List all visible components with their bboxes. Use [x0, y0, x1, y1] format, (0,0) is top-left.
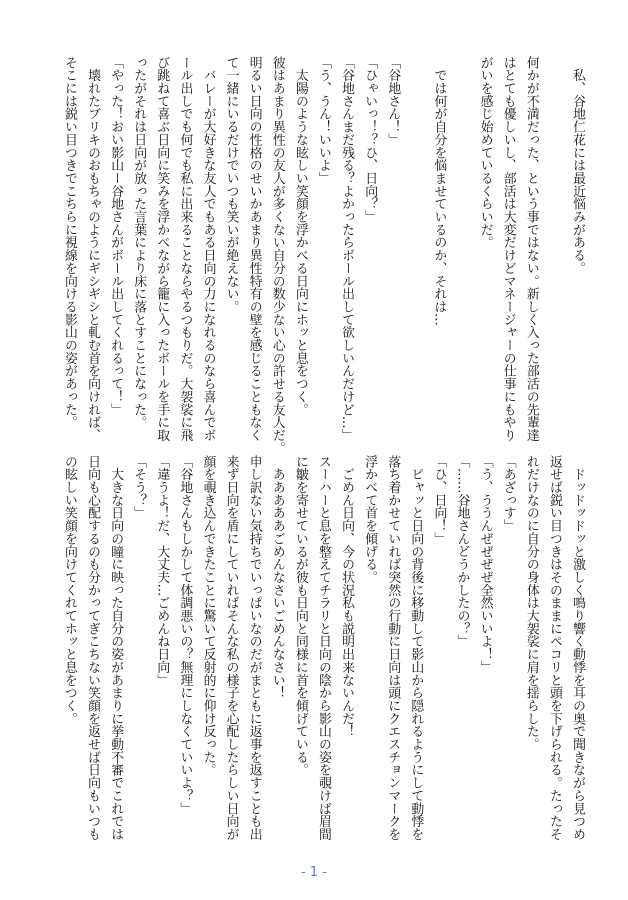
text-line: そこには鋭い目つきでこちらに視線を向ける影山の姿があった。 — [61, 56, 77, 429]
text-line: では何が自分を悩ませているのか、それは… — [431, 56, 447, 326]
text-line: び跳ねて喜ぶ日向に笑みを浮かべながら籠に入ったボールを手に取 — [154, 56, 170, 442]
dialogue-line: 「谷地さんもしかして体調悪いの？無理にしなくていいよ？」 — [177, 455, 193, 815]
text-line: 浮かべて首を傾げる。 — [362, 455, 378, 584]
text-line: 私、谷地仁花には最近悩みがある。 — [570, 56, 585, 275]
text-line: に皺を寄せているが彼も日向と同様に首を傾げている。 — [292, 455, 308, 777]
text-line: 彼はあまり異性の友人が多くない自分の数少ない心の許せる友人だ。 — [269, 56, 285, 455]
text-line: はとても優しいし、部活は大変だけどマネージャーの仕事にもやり — [500, 56, 516, 442]
text-line: ピャッと日向の背後に移動して影山から隠れるようにして動悸を — [408, 455, 424, 841]
dialogue-line: 「う、ううんぜぜぜぜ全然いいよ！」 — [477, 455, 493, 674]
text-line: がいを感じ始めているくらいだ。 — [477, 56, 493, 249]
blank-line — [543, 56, 566, 57]
text-line: て一緒にいるだけでいつも笑いが絶えない。 — [223, 56, 239, 313]
text-line: ごめん日向、今の状況私も説明出来ないんだ！ — [339, 455, 355, 738]
text-line: 返せば鋭い目つきはそのままにペコリと頭を下げられる。たったそ — [546, 455, 562, 841]
text-line: 落ち着かせていれば突然の行動に日向は頭にクエスチョンマークを — [385, 455, 401, 841]
dialogue-line: 「……谷地さんどうかしたの？」 — [454, 455, 470, 648]
text-line: 何かが不満だった、という事ではない。新しく入った部活の先輩達 — [523, 56, 539, 442]
dialogue-line: 「う、うん！いいよ」 — [315, 56, 331, 185]
dialogue-line: 「ひ、日向！」 — [431, 455, 447, 545]
blank-line — [404, 56, 427, 57]
text-line: 来ず日向を盾にしていればそんな私の様子を心配したらしい日向が — [223, 455, 239, 841]
blank-line — [450, 56, 473, 57]
page-number: - 1 - — [301, 865, 327, 880]
dialogue-line: 「やった！おい影山ー谷地さんがボール出してくれるって！」 — [108, 56, 124, 416]
dialogue-line: 「谷地さんまだ残る？よかったらボール出して欲しいんだけど…」 — [339, 56, 355, 442]
text-line: 明るい日向の性格のせいかあまり異性特有の壁を感じることもなく — [246, 56, 262, 442]
text-line: バレーが大好きな友人でもある日向の力になれるのなら喜んでボ — [200, 56, 216, 442]
dialogue-line: 「ひゃいっ！？ひ、日向？」 — [362, 56, 378, 224]
text-line: れだけなのに自分の身体は大袈裟に肩を揺らした。 — [523, 455, 539, 751]
text-line: 申し訳ない気持ちでいっぱいなのだがまともに返事を返すことも出 — [246, 455, 262, 841]
text-line: 顔を覗き込んできたことに驚いて反射的に仰け反った。 — [200, 455, 216, 777]
text-line: 太陽のような眩しい笑顔を浮かべる日向にホッと息をつく。 — [292, 56, 308, 416]
text-line: の眩しい笑顔を向けてくれてホッと息をつく。 — [61, 455, 77, 725]
text-line: スーハーと息を整えてチラリと日向の陰から影山の姿を覗けば眉間 — [315, 455, 331, 841]
dialogue-line: 「あざっす」 — [500, 455, 516, 533]
text-line: 大きな日向の瞳に映った自分の姿があまりに挙動不審でこれでは — [108, 455, 124, 841]
upper-text-block — [58, 56, 589, 456]
text-line: ったがそれは日向が放った言葉により床に落とすことになった。 — [131, 56, 147, 429]
dialogue-line: 「違うよ！だ、大丈夫…ごめんね日向」 — [154, 455, 170, 687]
dialogue-line: 「そう？」 — [131, 455, 147, 520]
text-line: 日向も心配するのも分かってぎこちない笑顔を返せば日向もいつも — [85, 455, 101, 841]
text-line: ドッドッドッと激しく鳴り響く動悸を耳の奥で聞きながら見つめ — [570, 455, 585, 841]
text-line: あああああごめんなさいごめんなさい！ — [269, 455, 285, 700]
dialogue-line: 「谷地さん！」 — [385, 56, 401, 146]
text-line: ール出しでも何でも私に出来ることならやるつもりだ。大袈裟に飛 — [177, 56, 193, 442]
text-line: 壊れたブリキのおもちゃのようにギシギシと軋む首を向ければ、 — [85, 56, 101, 442]
lower-text-block — [58, 455, 589, 855]
